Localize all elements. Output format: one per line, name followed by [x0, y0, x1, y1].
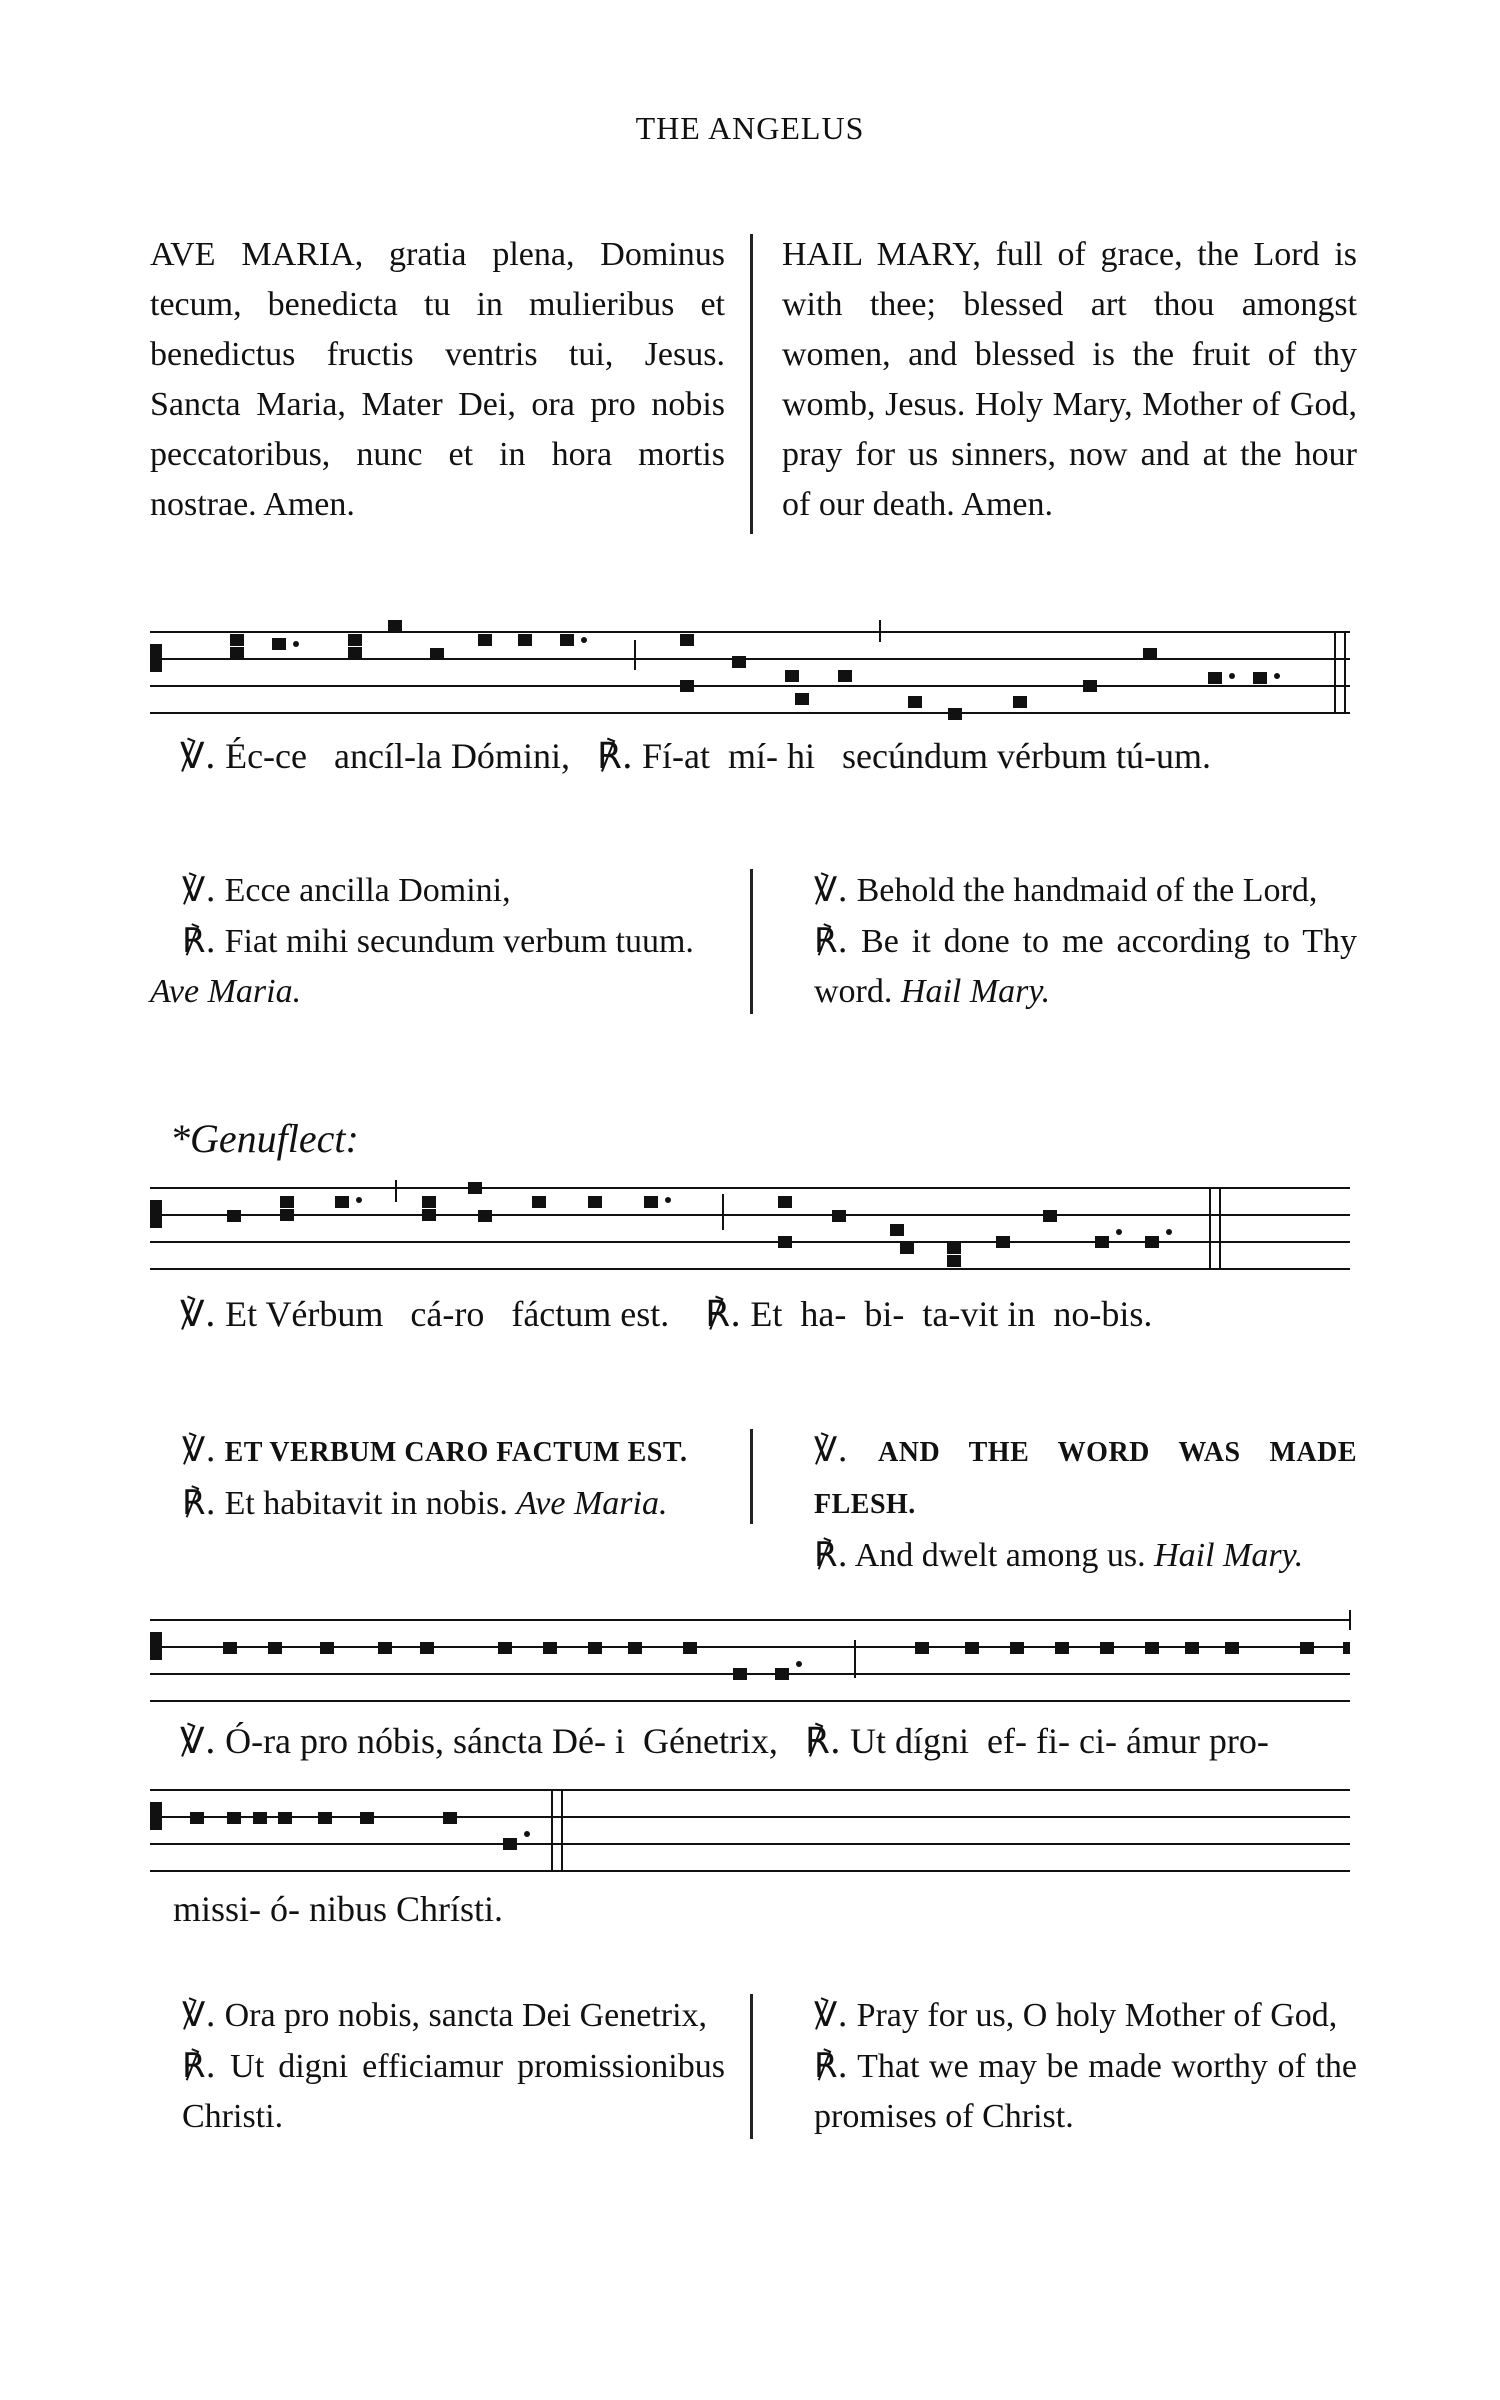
column-divider [750, 1994, 753, 2139]
ave-maria-latin: AVE MARIA, gratia plena, Dominus tecum, benedicta tu in mulieribus et benedictus fructis ventris tui, Jesus. Sancta Maria, Mater Dei, ora pro nobis peccatoribus, nunc et in hora mortis nostrae. Amen. [150, 236, 725, 523]
lyric-syllable: ef- [987, 1721, 1027, 1761]
lyric-syllable: tú-um. [1115, 736, 1211, 776]
versicle-symbol: ℣. [814, 1430, 849, 1470]
versicle-text: Pray for us, O holy Mother of God, [856, 1997, 1338, 2034]
response-symbol: ℟. [705, 1294, 742, 1335]
genuflect-rubric: *Genuflect: [170, 1116, 359, 1161]
lyric-syllable: cá-ro [410, 1294, 485, 1334]
lyric-syllable: nóbis, [357, 1721, 445, 1761]
lyric-syllable: dígni [895, 1721, 970, 1761]
versicle-symbol: ℣. [182, 1430, 217, 1470]
chant-staff-1 [0, 620, 1500, 730]
verse-1-english [782, 865, 1357, 1017]
response-symbol: ℟. [596, 736, 634, 777]
chant-lyrics-2 [180, 1293, 1152, 1335]
versicle-symbol: ℣. [814, 1995, 849, 2035]
ave-maria-english: HAIL MARY, full of grace, the Lord is with thee; blessed art thou amongst women, and blessed is the fruit of thy womb, Jesus. Holy Mary, Mother of God, pray for us sinners, now and at the hour of our death. Amen. [782, 236, 1357, 523]
lyric-syllable: Chrísti. [396, 1889, 504, 1929]
lyric-syllable: nibus [309, 1889, 388, 1929]
lyric-syllable: i [614, 1721, 625, 1761]
versicle-text: Behold the handmaid of the Lord, [856, 872, 1318, 909]
column-divider [750, 869, 753, 1014]
response-text: That we may be made worthy of the promises of Christ. [814, 2048, 1357, 2135]
response-symbol: ℟. [804, 1721, 842, 1762]
lyric-syllable: missi- [173, 1889, 262, 1929]
versicle-symbol: ℣. [182, 870, 217, 910]
lyric-syllable: Dé- [552, 1721, 606, 1761]
chant-staff-3 [0, 1610, 1500, 1720]
response-text: And dwelt among us. [854, 1537, 1146, 1574]
column-divider [750, 1429, 753, 1524]
lyric-syllable: Et [225, 1294, 258, 1334]
lyric-syllable: no-bis. [1053, 1294, 1153, 1334]
response-symbol: ℟. [182, 921, 217, 961]
lyric-syllable: vérbum [997, 736, 1107, 776]
lyric-syllable: ci- [1078, 1721, 1117, 1761]
verse-2-english [782, 1425, 1357, 1581]
lyric-syllable: Fí-at [642, 736, 711, 776]
response-symbol: ℟. [814, 2046, 849, 2086]
do-clef-icon [150, 1802, 162, 1830]
page-title: THE ANGELUS [635, 110, 865, 146]
response-symbol: ℟. [814, 921, 849, 961]
response-text: Fiat mihi secundum verbum tuum. [224, 923, 694, 960]
versicle-text: Ora pro nobis, sancta Dei Genetrix, [224, 1997, 708, 2034]
response-symbol: ℟. [814, 1535, 849, 1575]
versicle-symbol: ℣. [180, 736, 217, 777]
verse-3-latin [150, 1990, 725, 2142]
lyric-syllable: fi- [1036, 1721, 1070, 1761]
verse-2-section [150, 1425, 1357, 1575]
lyric-syllable: ó- [270, 1889, 301, 1929]
chant-lyrics-4 [173, 1888, 503, 1930]
lyric-syllable: ta-vit [922, 1294, 999, 1334]
versicle-text: AND THE WORD WAS MADE FLESH. [814, 1437, 1357, 1520]
hail-mary-cue: Hail Mary. [900, 973, 1051, 1010]
lyric-syllable: sáncta [453, 1721, 543, 1761]
lyric-syllable: Éc-ce [225, 736, 307, 776]
response-text: Be it done to me according to Thy word. [814, 923, 1357, 1010]
lyric-syllable: pro- [1208, 1721, 1269, 1761]
chant-staff-2 [0, 1180, 1500, 1290]
hail-mary-cue: Hail Mary. [1154, 1537, 1304, 1574]
ave-maria-section [150, 230, 1357, 540]
chant-lyrics-1 [180, 735, 1211, 777]
versicle-text: Ecce ancilla Domini, [224, 872, 511, 909]
lyric-syllable: mí- [728, 736, 779, 776]
versicle-symbol: ℣. [180, 1294, 217, 1335]
column-divider [750, 234, 753, 534]
chant-staff-4 [0, 1780, 1500, 1890]
do-clef-icon [150, 1632, 162, 1660]
lyric-syllable: pro [300, 1721, 349, 1761]
response-symbol: ℟. [182, 1483, 217, 1523]
lyric-syllable: ha- [800, 1294, 847, 1334]
lyric-syllable: fáctum [511, 1294, 612, 1334]
ave-maria-cue: Ave Maria. [150, 973, 302, 1010]
lyric-syllable: in [1007, 1294, 1036, 1334]
lyric-syllable: Ó-ra [225, 1721, 292, 1761]
verse-1-section [150, 865, 1357, 1015]
chant-neumes [230, 620, 1280, 720]
versicle-symbol: ℣. [180, 1721, 217, 1762]
lyric-syllable: bi- [864, 1294, 905, 1334]
response-symbol: ℟. [182, 2046, 217, 2086]
lyric-syllable: Génetrix, [642, 1721, 778, 1761]
chant-lyrics-3 [180, 1720, 1269, 1762]
lyric-syllable: ámur [1125, 1721, 1200, 1761]
lyric-syllable: Ut [850, 1721, 887, 1761]
versicle-symbol: ℣. [814, 870, 849, 910]
response-text: Ut digni efficiamur promissionibus Christi. [182, 2048, 725, 2135]
lyric-syllable: est. [620, 1294, 670, 1334]
verse-3-section [150, 1990, 1357, 2140]
lyric-syllable: ancíl-la [334, 736, 442, 776]
verse-3-english [782, 1990, 1357, 2142]
lyric-syllable: Et [750, 1294, 783, 1334]
verse-1-latin [150, 865, 725, 1017]
lyric-syllable: secúndum [842, 736, 989, 776]
versicle-symbol: ℣. [182, 1995, 217, 2035]
do-clef-icon [150, 1200, 162, 1228]
chant-neumes [227, 1182, 1172, 1267]
lyric-syllable: Vérbum [265, 1294, 384, 1334]
response-text: Et habitavit in nobis. [224, 1485, 508, 1522]
lyric-syllable: hi [787, 736, 816, 776]
lyric-syllable: Dómini, [450, 736, 570, 776]
versicle-text: ET VERBUM CARO FACTUM EST. [224, 1437, 688, 1468]
do-clef-icon [150, 644, 162, 672]
verse-2-latin [150, 1425, 725, 1529]
ave-maria-cue: Ave Maria. [516, 1485, 668, 1522]
